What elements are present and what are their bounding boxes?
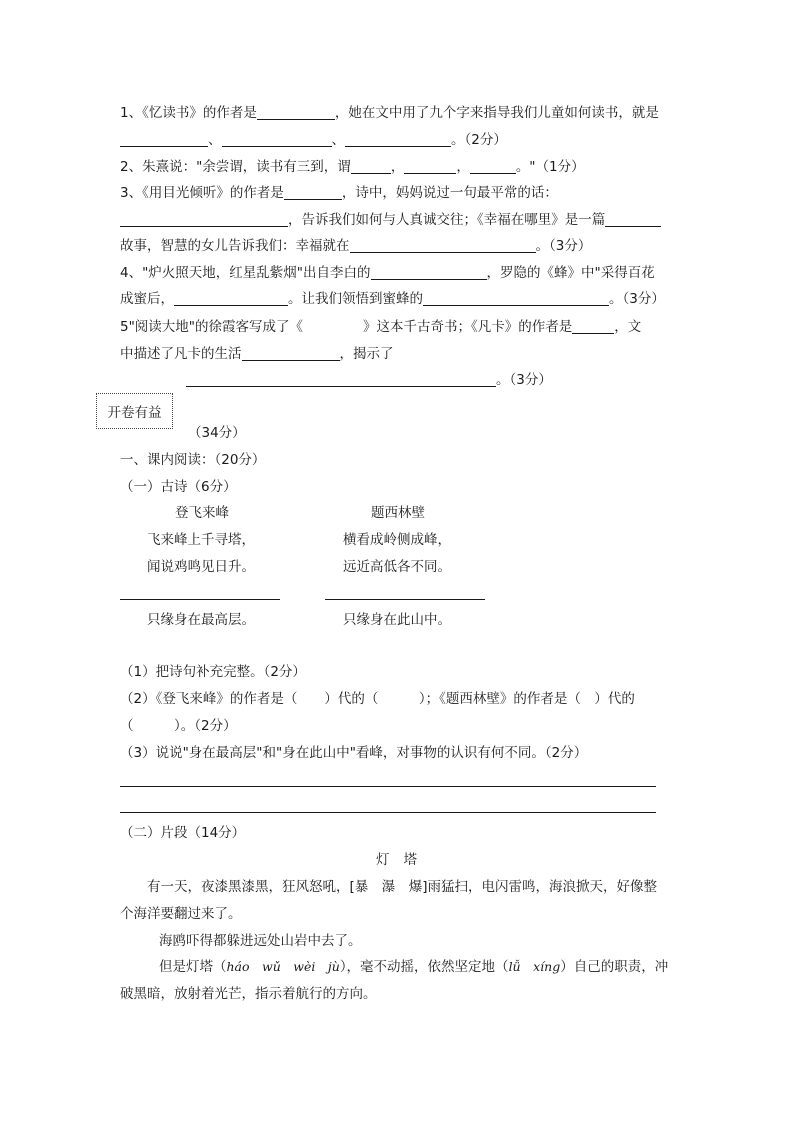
poem-right-blank[interactable]	[325, 599, 485, 600]
answer-blank[interactable]	[222, 132, 332, 147]
passage-title: 灯塔	[376, 852, 431, 868]
answer-blank[interactable]	[284, 185, 342, 200]
fill-q3-line1: 3、《用目光倾听》的作者是 ，诗中，妈妈说过一句最平常的话：	[120, 185, 558, 201]
part-heading: 一、课内阅读：（20分）	[120, 452, 266, 468]
fill-q3-line2: ，告诉我们如何与人真诚交往；《幸福在哪里》是一篇	[120, 211, 661, 229]
fill-q1-line2: 、 、 。（2分）	[120, 131, 507, 149]
answer-blank[interactable]	[605, 212, 661, 227]
pinyin-hint: háo wǔ wèi jù	[226, 959, 340, 974]
answer-blank[interactable]	[350, 238, 536, 253]
answer-blank[interactable]	[174, 291, 288, 306]
poem-right-line4: 只缘身在此山中。	[343, 612, 451, 628]
answer-blank[interactable]	[351, 159, 391, 174]
subsection-heading: （二）片段（14分）	[120, 825, 246, 841]
question-1: （1）把诗句补充完整。（2分）	[120, 664, 306, 680]
fill-q4-line2: 成蜜后， 。让我们领悟到蜜蜂的 。（3分）	[120, 291, 665, 307]
poem-right-title: 题西林壁	[371, 505, 425, 521]
section-score: （34分）	[188, 425, 246, 441]
fill-q4-line1: 4、"炉火照天地，红星乱紫烟"出自李白的 ，罗隐的《蜂》中"采得百花	[120, 265, 655, 281]
poem-left-blank[interactable]	[120, 599, 280, 600]
fill-q3-line3: 故事，智慧的女儿告诉我们：幸福就在 。（3分）	[120, 238, 592, 254]
fill-q5-line3: 。（3分）	[186, 371, 552, 389]
poem-left-line1: 飞来峰上千寻塔，	[147, 532, 255, 548]
passage-p3-line2: 破黑暗，放射着光芒，指示着航行的方向。	[120, 986, 377, 1002]
answer-blank[interactable]	[242, 346, 340, 361]
answer-blank[interactable]	[186, 372, 496, 387]
fill-q5-line1: 5"阅读大地"的徐霞客写成了《 》这本千古奇书；《凡卡》的作者是 ，文	[120, 319, 642, 335]
question-3: （3）说说"身在最高层"和"身在此山中"看峰，对事物的认识有何不同。（2分）	[120, 745, 588, 761]
poem-right-line1: 横看成岭侧成峰，	[343, 532, 451, 548]
answer-blank[interactable]	[120, 132, 208, 147]
passage-p1-line2: 个海洋要翻过来了。	[120, 906, 242, 922]
poem-left-line2: 闻说鸡鸣见日升。	[147, 559, 255, 575]
question-2-line1: （2）《登飞来峰》的作者是（ ）代的（ ）；《题西林壁》的作者是（ ）代的	[120, 691, 635, 707]
poem-right-line2: 远近高低各不同。	[343, 559, 451, 575]
answer-blank[interactable]	[257, 105, 335, 120]
answer-blank[interactable]	[470, 159, 516, 174]
passage-p3-line1: 但是灯塔（háo wǔ wèi jù），毫不动摇，依然坚定地（lǚ xíng）自己的职责，冲	[159, 959, 669, 975]
answer-blank[interactable]	[423, 291, 609, 306]
fill-q1-line1: 1、《忆读书》的作者是 ，她在文中用了九个字来指导我们儿童如何读书，就是	[120, 105, 659, 121]
section-label: 开卷有益	[107, 405, 162, 421]
poem-left-title: 登飞来峰	[175, 505, 229, 521]
subsection-heading: （一）古诗（6分）	[120, 479, 237, 495]
poem-left-line4: 只缘身在最高层。	[147, 612, 255, 628]
answer-blank[interactable]	[404, 159, 456, 174]
passage-p1-line1: 有一天，夜漆黑漆黑，狂风怒吼，[暴 瀑 爆]雨猛扫，电闪雷鸣，海浪掀天，好像整	[147, 879, 658, 895]
fill-q2: 2、朱熹说："余尝谓，读书有三到，谓 ， ， 。"（1分）	[120, 159, 585, 175]
pinyin-hint: lǚ xíng	[508, 959, 561, 974]
section-label-box	[96, 393, 173, 429]
answer-blank[interactable]	[120, 212, 288, 227]
answer-blank[interactable]	[371, 265, 487, 280]
answer-blank[interactable]	[572, 319, 614, 334]
answer-line[interactable]	[120, 786, 656, 787]
passage-p2: 海鸥吓得都躲进远处山岩中去了。	[159, 933, 362, 949]
fill-q5-line2: 中描述了凡卡的生活 ，揭示了	[120, 346, 394, 362]
question-2-line2: （ ）。（2分）	[120, 718, 237, 734]
answer-blank[interactable]	[345, 132, 451, 147]
answer-line[interactable]	[120, 812, 656, 813]
